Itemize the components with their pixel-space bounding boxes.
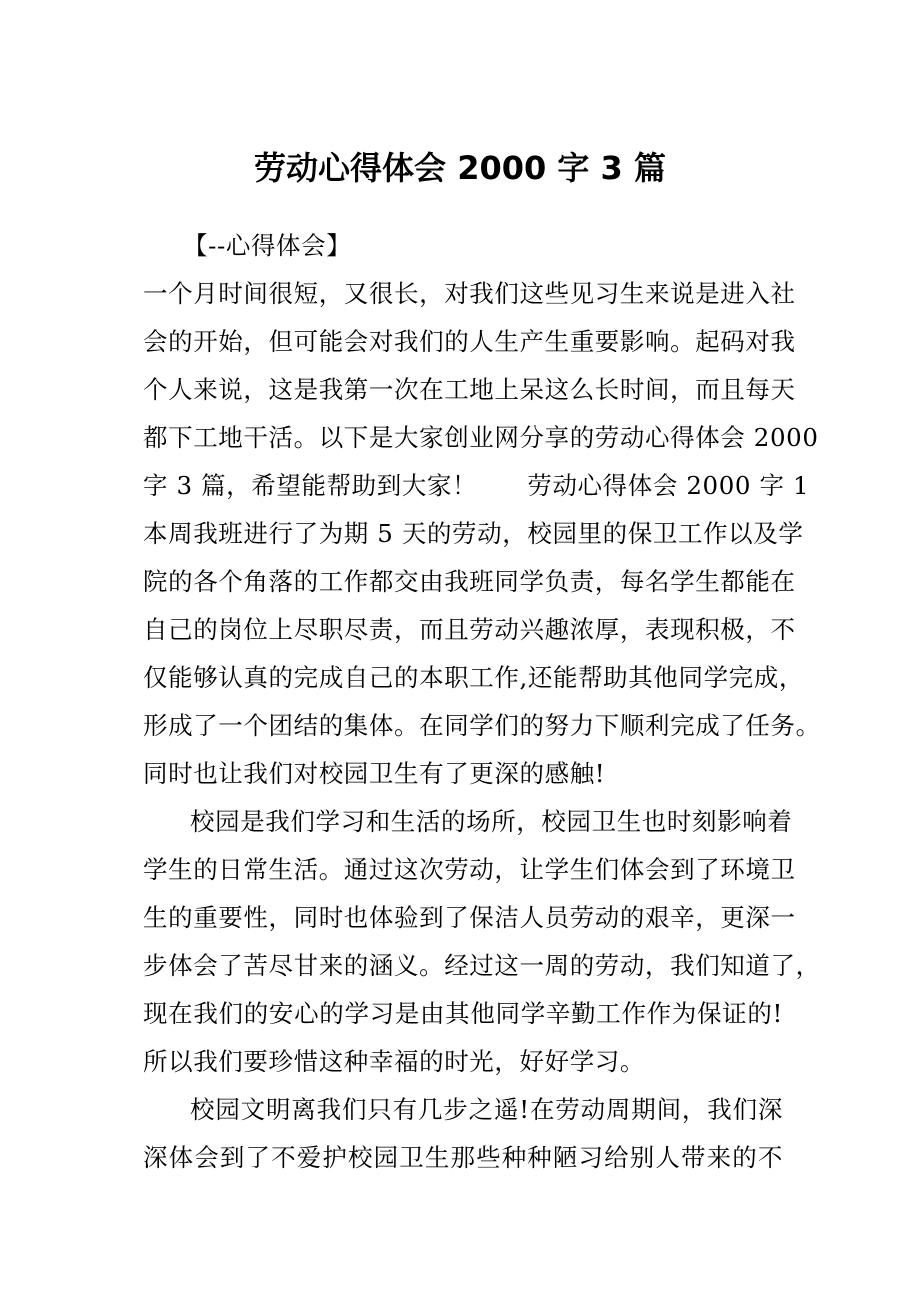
- category-tag: 【--心得体会】: [183, 231, 352, 260]
- body-line: 学生的日常生活。通过这次劳动，让学生们体会到了环境卫: [143, 855, 796, 884]
- body-line: 会的开始，但可能会对我们的人生产生重要影响。起码对我: [143, 327, 796, 356]
- body-line: 院的各个角落的工作都交由我班同学负责，每名学生都能在: [143, 567, 796, 596]
- body-line: 所以我们要珍惜这种幸福的时光，好好学习。: [143, 1047, 645, 1076]
- body-line: 校园是我们学习和生活的场所，校园卫生也时刻影响着: [190, 807, 793, 836]
- body-line: 生的重要性，同时也体验到了保洁人员劳动的艰辛，更深一: [143, 903, 796, 932]
- body-line: 深体会到了不爱护校园卫生那些种种陋习给别人带来的不: [143, 1143, 783, 1172]
- body-line: 校园文明离我们只有几步之遥!在劳动周期间，我们深: [190, 1095, 783, 1124]
- body-line: 步体会了苦尽甘来的涵义。经过这一周的劳动，我们知道了，: [143, 951, 821, 980]
- body-line: 一个月时间很短，又很长，对我们这些见习生来说是进入社: [143, 279, 796, 308]
- body-line: 同时也让我们对校园卫生有了更深的感触!: [143, 759, 606, 788]
- body-line: 自己的岗位上尽职尽责，而且劳动兴趣浓厚，表现积极，不: [143, 615, 796, 644]
- document-title: 劳动心得体会 2000 字 3 篇: [254, 149, 666, 187]
- document-body: [143, 222, 821, 1182]
- body-line: 都下工地干活。以下是大家创业网分享的劳动心得体会 2000: [143, 423, 819, 452]
- body-line: 现在我们的安心的学习是由其他同学辛勤工作作为保证的!: [143, 999, 783, 1028]
- body-line: 仅能够认真的完成自己的本职工作,还能帮助其他同学完成，: [143, 663, 804, 692]
- body-line: 形成了一个团结的集体。在同学们的努力下顺利完成了任务。: [143, 711, 821, 740]
- body-line: 个人来说，这是我第一次在工地上呆这么长时间，而且每天: [143, 375, 796, 404]
- body-line: 本周我班进行了为期 5 天的劳动，校园里的保卫工作以及学: [143, 519, 804, 548]
- body-line: 字 3 篇，希望能帮助到大家！ 劳动心得体会 2000 字 1: [143, 471, 810, 500]
